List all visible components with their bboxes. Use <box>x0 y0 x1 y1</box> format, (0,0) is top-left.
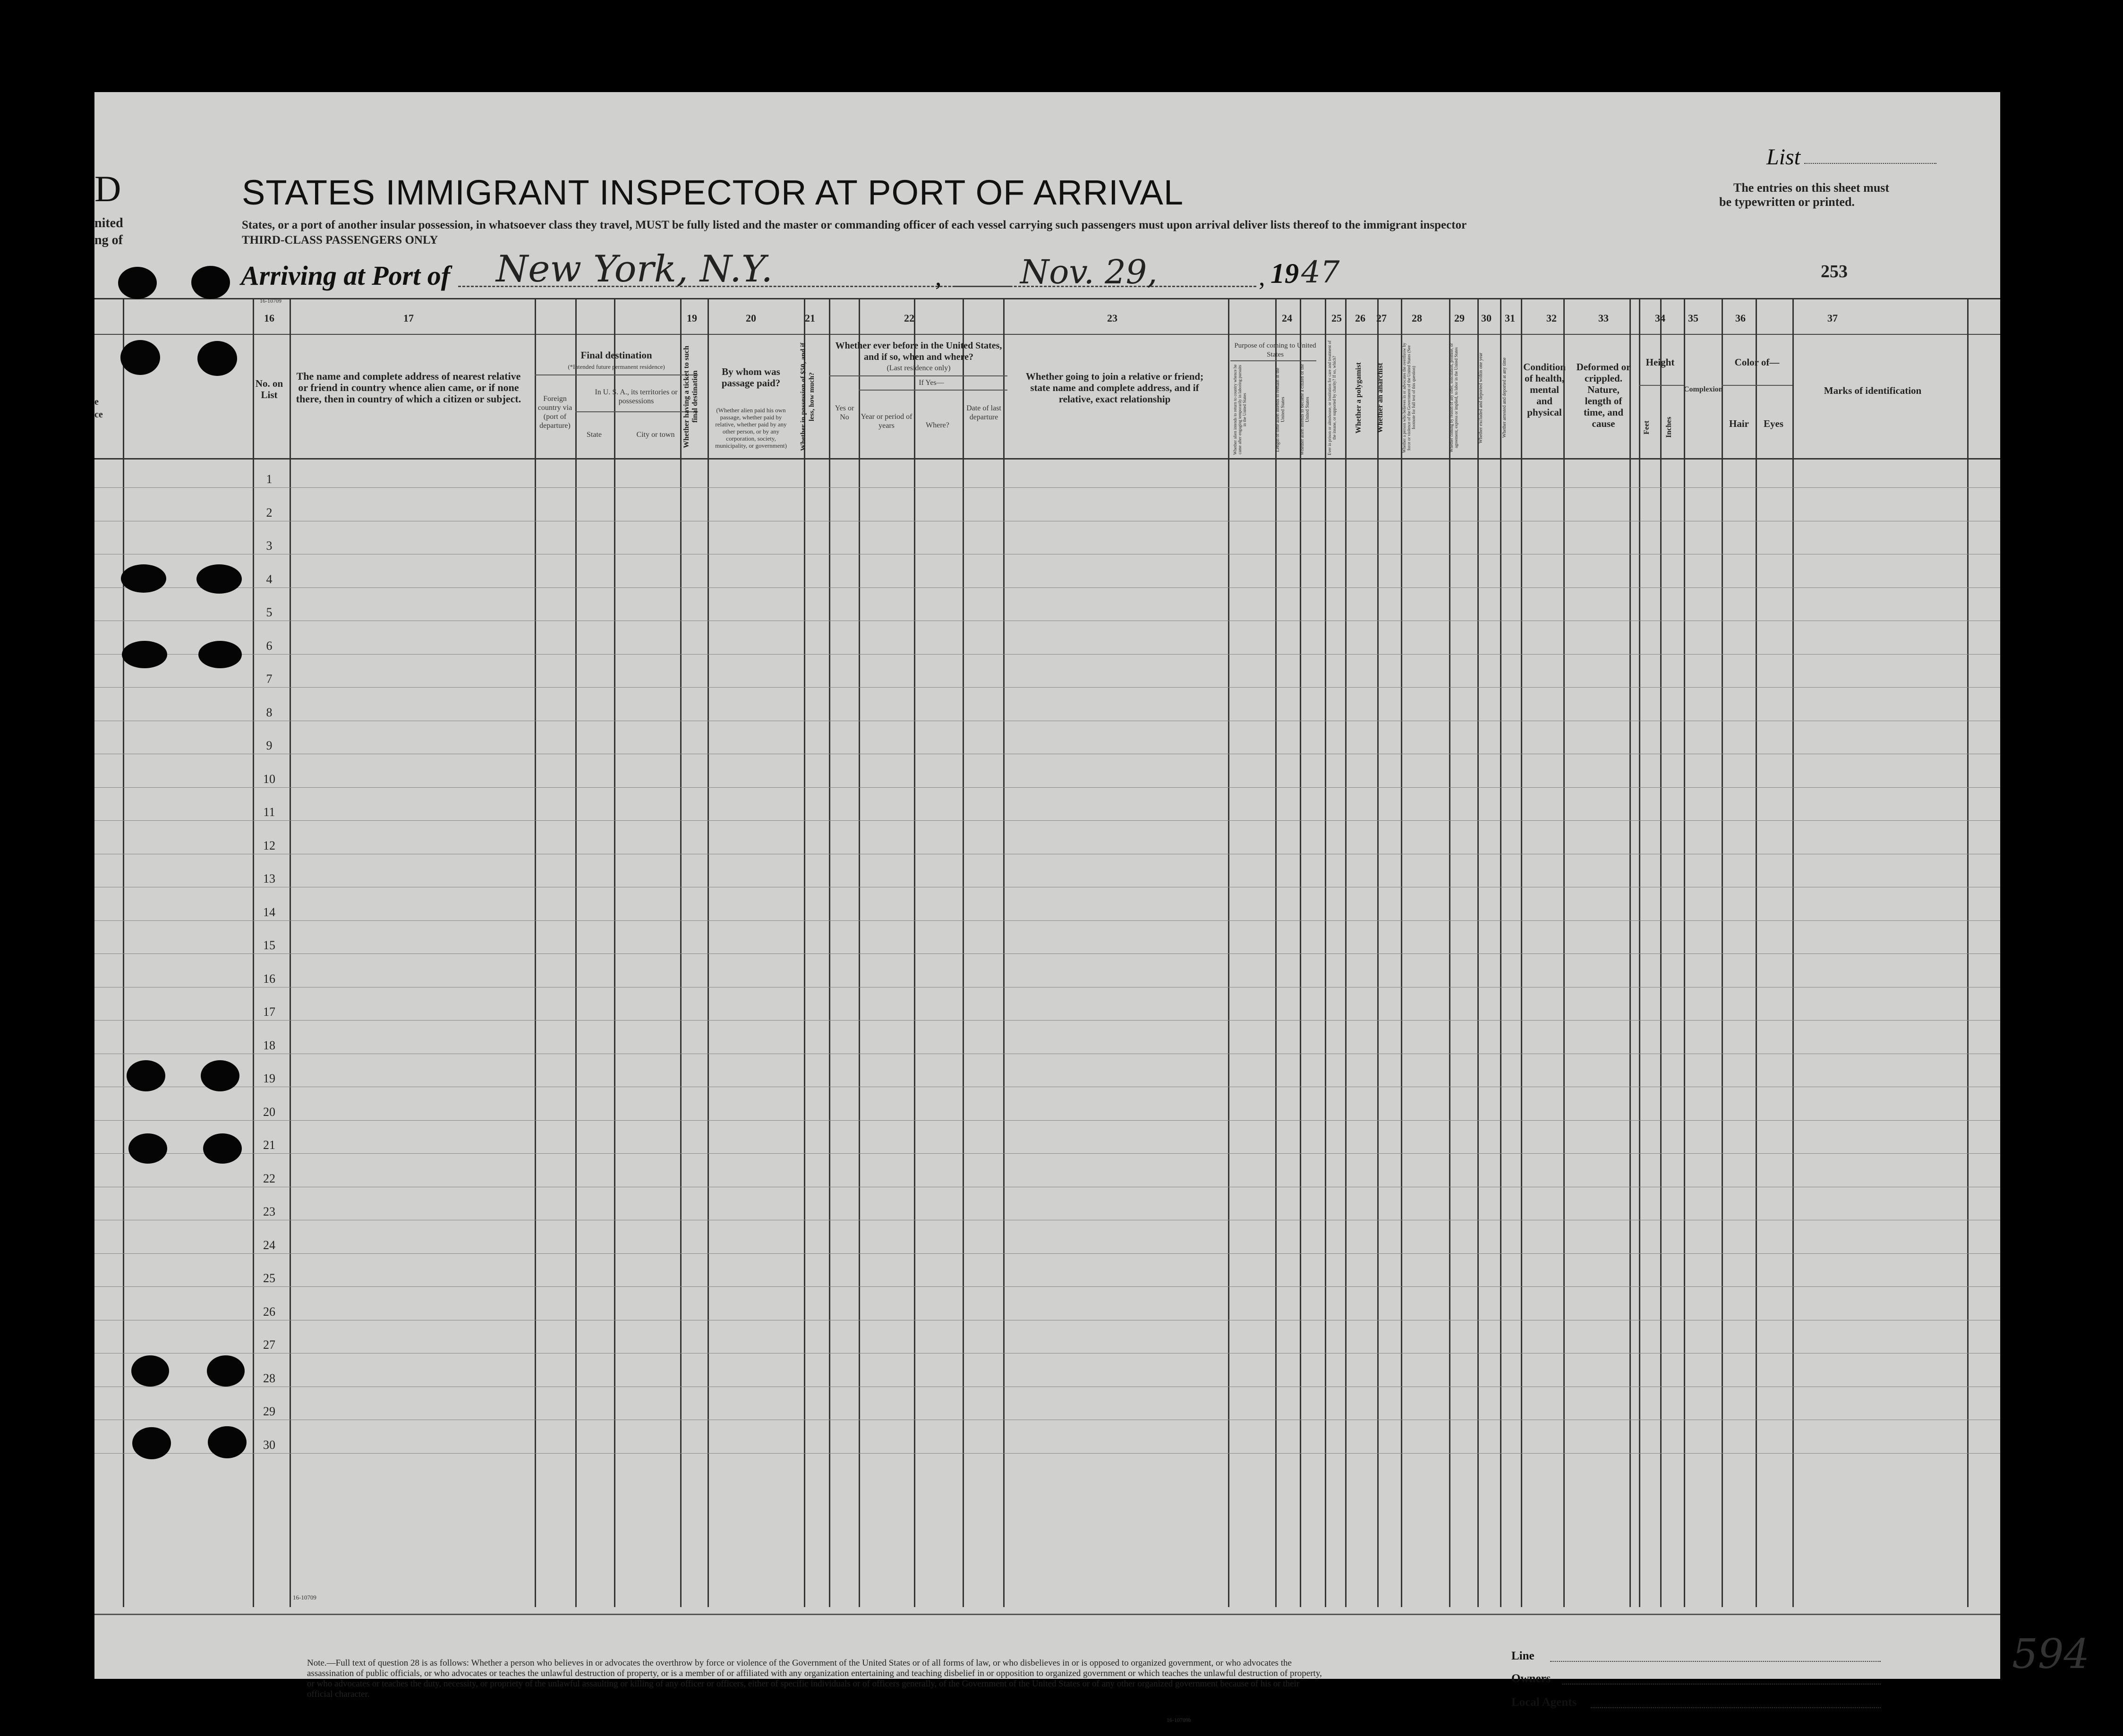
page-title: STATES IMMIGRANT INSPECTOR AT PORT OF ARRIVAL <box>242 173 1184 212</box>
instruction-text: States, or a port of another insular possession, in whatsoever class they travel, MUST be fully listed and the master or commanding officer of each vessel carrying such passengers must upon arrival deliver lists thereof to the immigrant inspector <box>242 219 1467 231</box>
form-code-bottom: 16-10709 <box>293 1594 316 1601</box>
col-num-21: 21 <box>805 312 815 324</box>
column-divider <box>290 298 291 1607</box>
complexion-header: Complexion <box>1684 385 1723 393</box>
column-divider <box>535 298 536 1607</box>
row-number: 21 <box>263 1138 275 1152</box>
punch-hole <box>191 266 230 299</box>
row-number: 4 <box>266 572 273 586</box>
punch-hole <box>118 267 157 299</box>
col-num-28: 28 <box>1412 312 1422 324</box>
column-divider <box>1300 298 1301 1607</box>
marks-header: Marks of identification <box>1824 385 1922 396</box>
col-num-33: 33 <box>1598 312 1609 324</box>
owners-label: Owners <box>1511 1672 1551 1685</box>
row-number: 22 <box>263 1171 275 1185</box>
row-number: 3 <box>266 539 273 553</box>
column-divider <box>1639 298 1640 1607</box>
row-ruling <box>94 1253 2000 1254</box>
col-num-16: 16 <box>264 312 274 324</box>
row-number: 5 <box>266 605 273 619</box>
column-divider <box>123 298 124 1607</box>
overthrow-header: Whether a person who believes in or advocates the overthrow by force or violence of the Government of the United States (See footnote for full text of this question) <box>1402 342 1416 453</box>
col-num-37: 37 <box>1827 312 1838 324</box>
footnote-code: 16-10709b <box>1167 1717 1191 1723</box>
partial-letter: D <box>94 168 121 209</box>
eyes-header: Eyes <box>1764 418 1783 429</box>
year-prefix: 19 <box>1270 258 1299 289</box>
row-number: 27 <box>263 1338 275 1352</box>
col-num-29: 29 <box>1454 312 1465 324</box>
column-divider <box>1967 298 1969 1607</box>
form-code-top: 16-10709 <box>260 298 281 304</box>
col-num-35: 35 <box>1688 312 1698 324</box>
column-divider <box>914 298 915 1607</box>
col-num-23: 23 <box>1107 312 1117 324</box>
inches-header: Inches <box>1665 417 1673 438</box>
row-number: 19 <box>263 1072 275 1085</box>
row-number: 29 <box>263 1404 275 1418</box>
purpose-length-header: Length of time alien intends to remain in the United States <box>1275 367 1286 452</box>
join-relative-header: Whether going to join a relative or friend; state name and complete address, and if relative, exact relationship <box>1025 371 1204 405</box>
column-divider <box>859 298 860 1607</box>
punch-hole <box>203 1133 242 1164</box>
row-ruling <box>94 1286 2000 1287</box>
column-divider <box>1629 298 1631 1607</box>
ticket-header: Whether having a ticket to such final destination <box>682 345 699 448</box>
typewritten-note-1: The entries on this sheet must <box>1733 181 1890 195</box>
col-num-36: 36 <box>1735 312 1746 324</box>
column-divider <box>1449 298 1450 1607</box>
column-divider <box>1521 298 1522 1607</box>
arriving-label: Arriving at Port of <box>241 260 451 291</box>
footer-border <box>94 1614 2000 1615</box>
row-number: 28 <box>263 1371 275 1385</box>
col-num-31: 31 <box>1505 312 1515 324</box>
local-agents-label: Local Agents <box>1511 1696 1577 1709</box>
state-header: State <box>587 431 602 439</box>
line-label: Line <box>1511 1650 1535 1662</box>
column-divider <box>1325 298 1326 1607</box>
row-ruling <box>94 1020 2000 1021</box>
passage-paid-sub: (Whether alien paid his own passage, whether paid by relative, whether paid by any other person, or by any corporation, society, municipality, or government) <box>715 407 787 449</box>
col-num-24: 24 <box>1282 312 1292 324</box>
height-header: Height <box>1646 357 1675 368</box>
deformed-header: Deformed or crippled. Nature, length of time, and cause <box>1576 361 1631 429</box>
prison-header: Ever in prison or almshouse, or institution for care and treatment of the insane, or supported by charity? If so, which? <box>1327 340 1337 455</box>
punch-hole <box>196 564 242 594</box>
final-destination-sub: (*Intended future permanent residence) <box>568 363 665 370</box>
column-divider <box>1684 298 1685 1607</box>
row-number: 14 <box>263 905 275 919</box>
row-number: 23 <box>263 1205 275 1218</box>
punch-hole <box>127 1060 165 1091</box>
row-ruling <box>94 1453 2000 1454</box>
stamp-number: 594 <box>2012 1631 2090 1678</box>
list-label: List <box>1766 145 1801 170</box>
row-number: 25 <box>263 1271 275 1285</box>
column-divider <box>614 298 615 1607</box>
typewritten-note-2: be typewritten or printed. <box>1719 195 1855 209</box>
column-divider <box>1500 298 1501 1607</box>
arrested-header: Whether arrested and deported at any time <box>1502 357 1507 438</box>
last-departure-header: Date of last departure <box>966 404 1001 421</box>
ever-before-header: Whether ever before in the United States, and if so, when and where? <box>835 340 1002 362</box>
row-number: 9 <box>266 739 273 752</box>
punch-hole <box>208 1426 247 1458</box>
row-number: 2 <box>266 505 273 519</box>
punch-hole <box>201 1060 239 1091</box>
purpose-header: Purpose of coming to United States <box>1234 342 1316 358</box>
row-number: 15 <box>263 938 275 952</box>
row-number: 16 <box>263 971 275 986</box>
row-number: 18 <box>263 1038 275 1052</box>
side-fragment-b: ce <box>94 409 103 420</box>
col-17-header: The name and complete address of nearest relative or friend in country whence alien came, or if none there, then in country of which a citizen or subject. <box>296 370 521 405</box>
row-number: 20 <box>263 1105 275 1119</box>
col-num-17: 17 <box>403 312 414 324</box>
column-divider <box>829 298 830 1607</box>
row-ruling <box>94 1153 2000 1154</box>
year-header: Year or period of years <box>861 413 912 430</box>
row-ruling <box>94 487 2000 488</box>
punch-hole <box>122 641 167 668</box>
row-ruling <box>94 920 2000 921</box>
column-divider <box>804 298 805 1607</box>
row-number: 24 <box>263 1238 275 1252</box>
column-divider <box>575 298 577 1607</box>
col-num-20: 20 <box>746 312 756 324</box>
row-number: 10 <box>263 772 275 786</box>
column-divider <box>1345 298 1347 1607</box>
manifest-sheet: D STATES IMMIGRANT INSPECTOR AT PORT OF ARRIVAL nited ng of States, or a port of another insular possession, in whatsoever class they travel, MUST be fully listed and the master or commanding officer of each vessel carrying such passengers must upon arrival deliver lists thereof to the immigrant inspector THIRD-CLASS PASSENGERS ONLY Arriving at Port of New York, N.Y. , Nov. 29, , 19 47 List The entries on this sheet must be typewritten or printed. 253 16-10709 16 17 19 20 21 22 23 24 25 26 27 28 29 30 31 32 33 34 35 36 37 No. on List The name and complete address of nearest relative or friend in country whence alien came, or if none there, then in country of which a citizen or subject. Final destination (*Intended future permanent residence) Foreign country via (port of departure) In U. S. A., its territories or possessions State City or town Whether having a ticket to such final destination By whom was passage paid? (Whether alien paid his own passage, whether paid by relative, whether paid by any other person, or by any corporation, society, municipality, or government) Whether in possession of $50, and if less, how much? Whether ever before in the United States, and if so, when and where? (Last residence only) Yes or No If Yes— Year or period of years Where? Date of last departure Whether going to join a relative or friend; state name and complete address, and if relative, exact relationship Purpose of coming to United States Whether alien intends to return to country whence he came after engaging temporarily in laboring pursuits in the United States Length of time alien intends to remain in the United States Whether alien intends to become a citizen of the United States Ever in prison or almshouse, or institution for care and treatment of the insane, or supported by charity? If so, which? Whether a polygamist Whether an anarchist Whether a person who believes in or advocates the overthrow by force or violence of the Government of the United States (See footnote for full text of this question) Whether coming by reason of any offer, solicitation, promise, or agreement, express or implied, to labor in the United States Whether excluded and deported within one year Whether arrested and deported at any time Condition of health, mental and physical Deformed or crippled. Nature, length of time, and cause Height Feet Inches Complexion Color of— Hair Eyes Marks of identification e ce 1 2 3 4 5 6 7 8 9 10 11 12 13 14 15 16 17 18 19 20 21 22 23 24 25 26 27 28 29 30 16-10709 Note.—Full text of question 28 is as follows: Whether a person who believes in or advocates the overthrow by force or violence of the Government of the United States or of all forms of law, or who disbelieves in or is opposed to organized government, or who advocates the assassination of public officials, or who advocates or teaches the unlawful destruction of property, or is a member of or affiliated with any organization entertaining and teaching disbelief in or opposition to organized government or which teaches the unlawful destruction of property, or who advocates or teaches the duty, necessity, or propriety of the unlawful assaulting or killing of any officer or officers, either of specific individuals or of officers generally, of the Government of the United States or of any other organized government because of his or their official character. 16-10709b Line Owners Local Agents 594 <box>94 92 2000 1679</box>
port-handwritten: New York, N.Y. <box>496 248 773 290</box>
punch-hole <box>120 340 160 375</box>
row-ruling <box>94 820 2000 821</box>
punch-hole <box>132 1427 171 1459</box>
row-ruling <box>94 953 2000 954</box>
polygamist-header: Whether a polygamist <box>1355 362 1363 434</box>
column-divider <box>1563 298 1565 1607</box>
row-number: 8 <box>266 705 273 719</box>
foreign-country-header: Foreign country via (port of departure) <box>537 395 572 430</box>
side-fragment-a: e <box>94 397 99 407</box>
row-number: 7 <box>266 672 273 686</box>
sheet-number: 253 <box>1821 262 1848 281</box>
col-num-27: 27 <box>1376 312 1387 324</box>
footnote: Note.—Full text of question 28 is as follows: Whether a person who believes in or advocates the overthrow by force or violence of the Government of the United States or of all forms of law, or who disbelieves in or is opposed to organized government, or who advocates the assassination of public officials, or who advocates or teaches the unlawful destruction of property, or is a member of or affiliated with any organization entertaining and teaching disbelief in or opposition to organized government or which teaches the unlawful destruction of property, or who advocates or teaches the duty, necessity, or propriety of the unlawful assaulting or killing of any officer or officers, either of specific individuals or of officers generally, of the Government of the United States or of any other organized government because of his or their official character. <box>307 1658 1322 1699</box>
column-divider <box>1377 298 1379 1607</box>
column-divider <box>1275 298 1277 1607</box>
punch-hole <box>131 1355 169 1387</box>
usa-header: In U. S. A., its territories or possessions <box>595 388 678 405</box>
column-divider <box>963 298 964 1607</box>
column-divider <box>1477 298 1479 1607</box>
column-divider <box>253 298 254 1607</box>
row-number: 30 <box>263 1438 275 1452</box>
labor-offer-header: Whether coming by reason of any offer, solicitation, promise, or agreement, express or implied, to labor in the United States <box>1449 343 1458 453</box>
left-fragment-2: ng of <box>94 233 123 247</box>
row-number: 12 <box>263 838 275 852</box>
punch-hole <box>198 641 242 668</box>
row-ruling <box>94 687 2000 688</box>
feet-header: Feet <box>1643 420 1651 434</box>
health-header: Condition of health, mental and physical <box>1523 361 1566 418</box>
anarchist-header: Whether an anarchist <box>1376 363 1384 433</box>
column-divider <box>1792 298 1794 1607</box>
hair-header: Hair <box>1729 418 1749 429</box>
where-header: Where? <box>926 421 949 429</box>
column-divider <box>1756 298 1757 1607</box>
col-num-32: 32 <box>1546 312 1557 324</box>
if-yes-header: If Yes— <box>919 379 944 387</box>
purpose-citizen-header: Whether alien intends to become a citizen of the United States <box>1300 364 1310 456</box>
table-top-border <box>94 298 2000 299</box>
col-num-26: 26 <box>1355 312 1365 324</box>
color-of-header: Color of— <box>1734 357 1780 368</box>
col-num-30: 30 <box>1481 312 1492 324</box>
col-num-19: 19 <box>687 312 697 324</box>
left-fragment-1: nited <box>94 216 123 230</box>
row-ruling <box>94 587 2000 588</box>
row-ruling <box>94 1120 2000 1121</box>
city-header: City or town <box>636 431 675 439</box>
year-handwritten: 47 <box>1301 255 1340 290</box>
column-divider <box>1401 298 1402 1607</box>
column-divider <box>708 298 709 1607</box>
row-ruling <box>94 787 2000 788</box>
col-num-25: 25 <box>1331 312 1342 324</box>
ever-before-sub: (Last residence only) <box>887 364 951 372</box>
column-divider <box>1003 298 1005 1607</box>
row-number: 1 <box>266 472 273 486</box>
row-ruling <box>94 654 2000 655</box>
column-divider <box>1722 298 1723 1607</box>
header-bottom-border <box>94 458 2000 460</box>
purpose-return-header: Whether alien intends to return to country whence he came after engaging temporarily in laboring pursuits in the United States <box>1233 364 1247 455</box>
yes-no-header: Yes or No <box>835 404 854 421</box>
row-number: 6 <box>266 638 273 653</box>
column-divider <box>680 298 682 1607</box>
excluded-header: Whether excluded and deported within one year <box>1478 352 1484 443</box>
row-number: 17 <box>263 1005 275 1019</box>
col-num-22: 22 <box>904 312 914 324</box>
final-destination-header: Final destination <box>580 349 652 361</box>
punch-hole <box>121 564 166 593</box>
date-handwritten: Nov. 29, <box>1020 253 1158 291</box>
no-on-list-header: No. on List <box>255 378 283 400</box>
row-number: 13 <box>263 872 275 885</box>
column-divider <box>1228 298 1229 1607</box>
column-divider <box>1660 298 1662 1607</box>
class-line: THIRD-CLASS PASSENGERS ONLY <box>242 234 438 247</box>
col-num-34: 34 <box>1655 312 1665 324</box>
row-number: 26 <box>263 1304 275 1319</box>
punch-hole <box>128 1133 167 1164</box>
punch-hole <box>197 341 237 376</box>
passage-paid-header: By whom was passage paid? <box>721 366 781 389</box>
row-number: 11 <box>263 805 275 819</box>
money-header: Whether in possession of $50, and if less, how much? <box>800 342 816 451</box>
punch-hole <box>207 1355 245 1387</box>
